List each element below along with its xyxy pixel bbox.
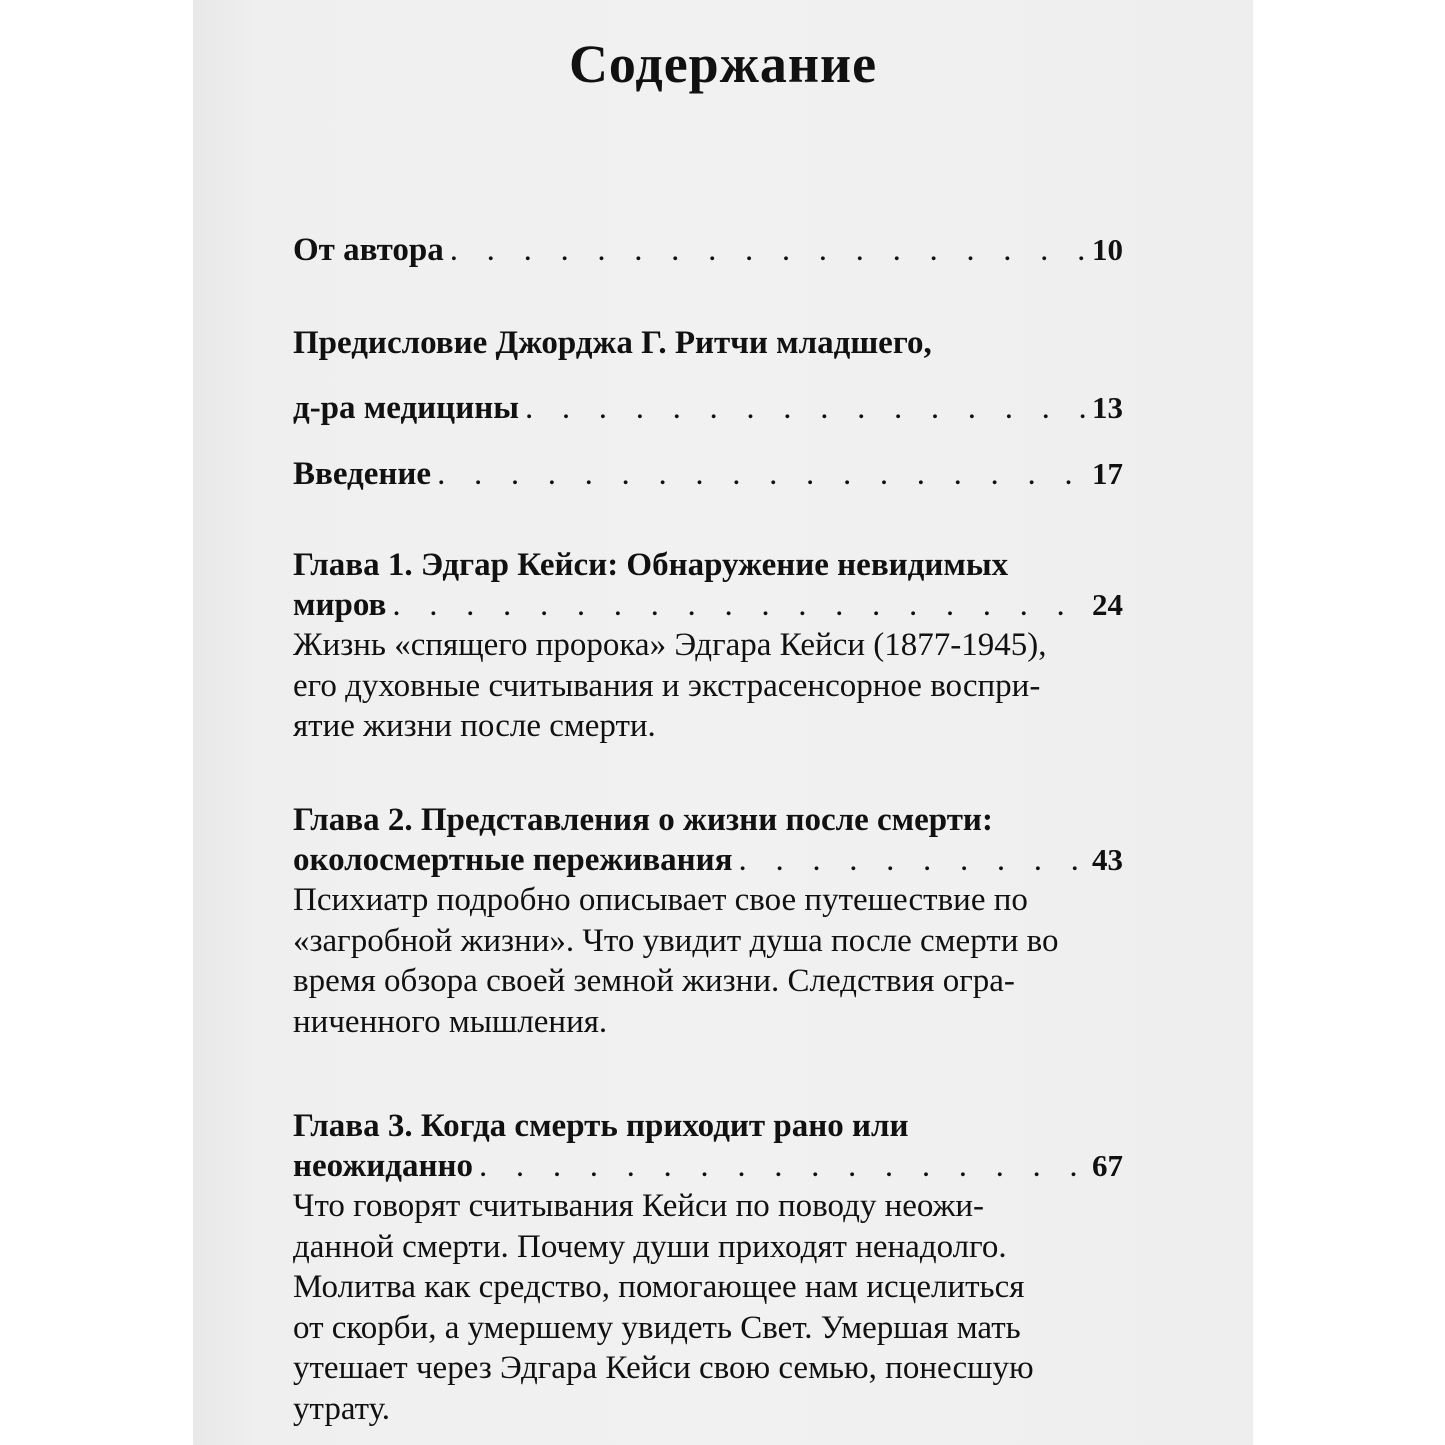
toc-entry (293, 230, 1123, 270)
toc-entry (293, 800, 1123, 1042)
page-title: Содержание (568, 34, 878, 94)
dot-leader (392, 585, 1086, 625)
toc-description-line: ниченного мышления. (293, 1003, 608, 1040)
dot-leader (525, 388, 1086, 428)
toc-page-number: 67 (1092, 1148, 1123, 1183)
toc-entry (293, 545, 1123, 747)
toc-page-number: 13 (1092, 390, 1123, 425)
toc-leader-line (293, 454, 1123, 494)
toc-entry-title: Глава 2. Представления о жизни после смерти: (293, 802, 993, 838)
toc-description-line: Психиатр подробно описывает свое путешествие по (293, 882, 1028, 918)
toc-page-number: 17 (1092, 456, 1123, 491)
toc-entry-title: Предисловие Джорджа Г. Ритчи младшего, (293, 325, 932, 361)
dot-leader (479, 1146, 1086, 1186)
toc-description-line: время обзора своей земной жизни. Следствия огра- (293, 963, 1015, 999)
toc-description-line: Молитва как средство, помогающее нам исцелиться (293, 1269, 1025, 1305)
toc-description-line: данной смерти. Почему души приходят ненадолго. (293, 1228, 1007, 1265)
dot-leader (739, 840, 1086, 880)
toc-entry-title: Глава 1. Эдгар Кейси: Обнаружение невидимых (293, 547, 1009, 583)
toc-entry (293, 454, 1123, 494)
toc-description-line: утешает через Эдгара Кейси свою семью, понесшую (293, 1350, 1034, 1386)
toc-description-line: Что говорят считывания Кейси по поводу неожи- (293, 1188, 985, 1224)
toc-description-line: от скорби, а умершему увидеть Свет. Умершая мать (293, 1309, 1021, 1346)
toc-description-line: утрату. (293, 1390, 391, 1427)
toc-page-number: 43 (1092, 842, 1123, 877)
book-page (193, 0, 1253, 1445)
toc-entry (293, 323, 1123, 428)
dot-leader (437, 454, 1086, 494)
dot-leader (450, 230, 1086, 270)
toc-leader-line (293, 585, 1123, 625)
toc-entry-title-end: неожиданно (293, 1148, 474, 1184)
toc-leader-line (293, 230, 1123, 270)
toc-entry-title-end: д-ра медицины (293, 390, 519, 426)
toc-entry-title: Введение (293, 456, 432, 492)
toc-description-line: Жизнь «спящего пророка» Эдгара Кейси (1877-1945), (293, 627, 1047, 663)
toc-leader-line (293, 840, 1123, 880)
toc-description-line: его духовные считывания и экстрасенсорное воспри- (293, 667, 1041, 704)
toc-entry-title: Глава 3. Когда смерть приходит рано или (293, 1108, 909, 1144)
toc-page-number: 24 (1092, 587, 1123, 622)
toc-entry-title-end: миров (293, 587, 387, 623)
toc-leader-line (293, 388, 1123, 428)
toc-description-line: ятие жизни после смерти. (293, 708, 656, 744)
toc-leader-line (293, 1146, 1123, 1186)
toc-entry-title: От автора (293, 232, 444, 268)
toc-page-number: 10 (1092, 232, 1123, 267)
toc-description-line: «загробной жизни». Что увидит душа после смерти во (293, 922, 1059, 959)
toc-entry-title-end: околосмертные переживания (293, 842, 733, 878)
toc-entry (293, 1106, 1123, 1429)
